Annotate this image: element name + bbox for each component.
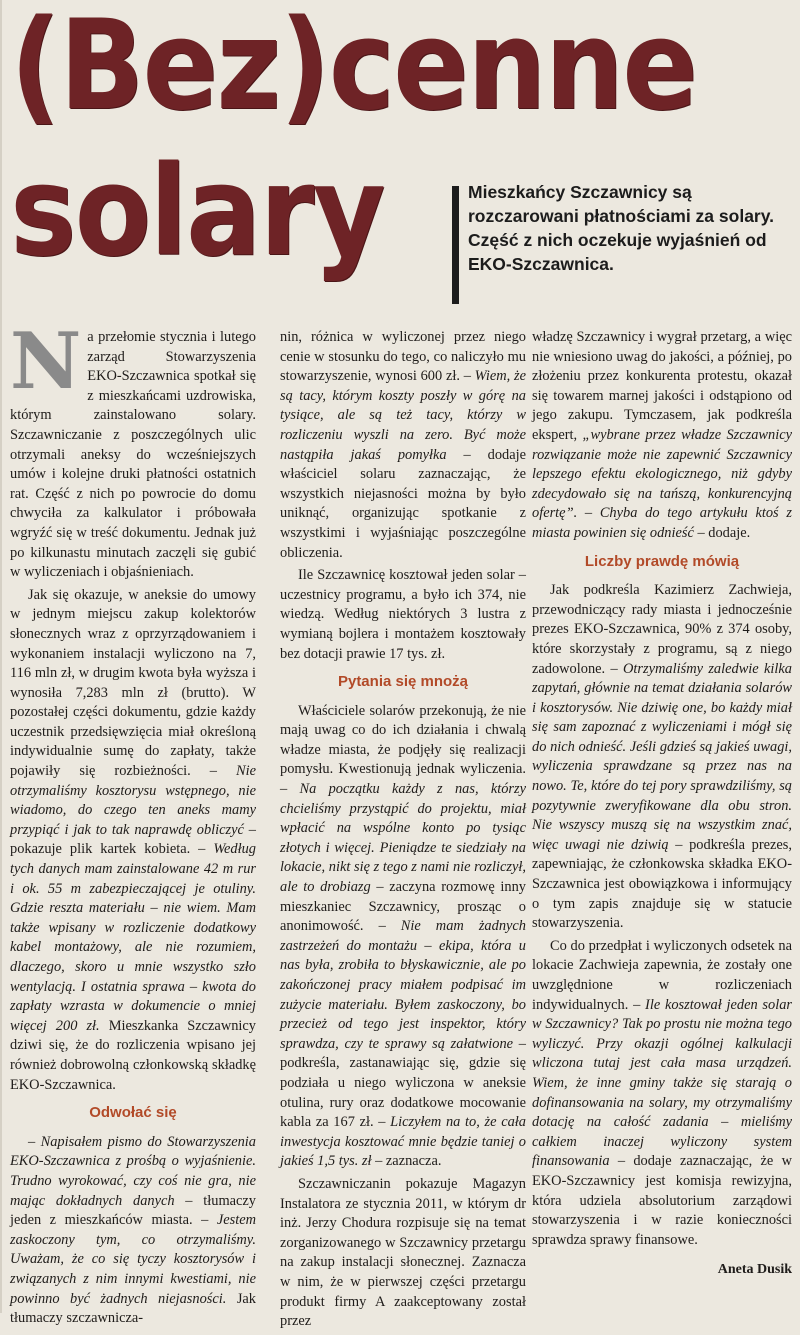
paragraph: Ile Szczawnicę kosztował jeden solar – uczestnicy programu, a było ich 374, nie wiedzą. Według niektórych 3 lustra z wymianą bojlera i montażem kosztowały bez dotacji prawie 17 tys. zł. — [280, 567, 526, 662]
paragraph-text: Co do przedpłat i wyliczonych odsetek na lokacie Zachwieja zapewnia, że zostały one uwzględnione w rozliczeniach indywidualnych. – — [532, 937, 792, 1013]
paragraph — [10, 1133, 256, 1329]
article-column-2 — [280, 328, 526, 1335]
quote-text: Ile kosztował jeden solar w Szczawnicy? Tak po prostu nie można tego wyliczyć. Przy okazji ogólnej kalkulacji wliczona tutaj jest cała masa urządzeń. Wiem, że inne gminy także się starają o dofinansowania na solary, my otrzymaliśmy dotację na całość zadania – mieliśmy całkiem inaczej wyliczony system finansowania — [532, 996, 792, 1170]
lead-paragraph: Mieszkańcy Szczawnicy są rozczarowani płatnościami za solary. Część z nich oczekuje wyjaśnień od EKO-Szczawnica. — [468, 182, 775, 274]
article-column-1 — [10, 316, 256, 1332]
paragraph-text: nin, różnica w wyliczonej przez niego cenie w stosunku do tego, co naliczyło mu stowarzyszenie, wynosi 600 zł. – — [280, 329, 526, 385]
paragraph-text: Właściciele solarów przekonują, że nie mają uwag co do ich działania i chwalą władze miasta, że podjęły się realizacji pomysłu. Kwestionują jednak wyliczenia. – — [280, 702, 526, 798]
drop-cap: N — [10, 316, 82, 407]
paragraph-text: Mieszkanka Szczawnicy dziwi się, że do rozliczenia wpisano jej również dobrowolną członkowską składkę EKO-Szczawnica. — [10, 1017, 256, 1093]
quote-text: Wiem, że są tacy, którym koszty poszły w górę na tysiące, ale są też tacy, którzy w rozliczeniu wyszli na zero. Być może nastąpiła jakaś pomyłka — [280, 368, 526, 463]
paragraph — [532, 581, 792, 934]
quote-text: Na początku każdy z nas, którzy chcieliśmy przystąpić do projektu, miał wpłacić na wspólne konto po tysiąc złotych i więcej. Pieniądze te siedziały na lokacie, nikt się z tego z nami nie rozliczył, ale to drobiazg — [280, 781, 526, 896]
headline-line-1: (Bez)cenne — [10, 0, 697, 138]
paragraph: Szczawniczanin pokazuje Magazyn Instalatora ze stycznia 2011, w którym dr inż. Jerzy Chodura rozpisuje się na temat zorganizowanego w Szczawnicy przetargu na zakup instalacji słonecznej. Zaznacza w nim, że w pierwszej części przetargu produkt firmy A zaakceptowany został przez — [280, 1175, 526, 1330]
paragraph-text: – dodaje. — [693, 524, 751, 541]
paragraph-text: władzę Szczawnicy i wygrał przetarg, a więc nie wniesiono uwag do jakości, a później, po złożeniu przez konkurenta protestu, okazał się towarem marnej jakości i odstąpiono od jego zakupu. Tymczasem, jak podkreśla ekspert, — [532, 329, 792, 443]
paragraph — [280, 702, 526, 1172]
paragraph-text: Jak podkreśla Kazimierz Zachwieja, przewodniczący rady miasta i jednocześnie prezes EKO-Szczawnica, 90% z 374 osoby, które skorzystały z programu, są z niego zadowolone. – — [532, 582, 792, 677]
paragraph — [10, 586, 256, 1095]
author-byline: Aneta Dusik — [717, 1262, 792, 1278]
paragraph-text: – tłumaczy jeden z mieszkańców miasta. – — [10, 1192, 256, 1229]
quote-text: Nie mam żadnych zastrzeżeń do montażu – ekipa, która u nas była, zrobiła to błyskawicznie, ale po zakończonej pracy miałem podpisać im zużycie materiału. Byłem zaskoczony, bo przecież od tego jest inspektor, który sprawdza, czy te sprawy są załatwione — [280, 918, 526, 1052]
paragraph — [532, 937, 792, 1251]
paragraph-text: – dodaje zaznaczając, że w EKO-Szczawnicy jest komisja rewizyjna, która udziela absolutorium zarządowi stowarzyszenia i w razie konieczności sprawdza sprawy finansowe. — [532, 1153, 792, 1248]
paragraph-text: – podkreśla prezes, zapewniając, że członkowska składka EKO-Szczawnica jest obowiązkowa i informujący o tym zapis znajduje się w statucie stowarzyszenia. — [532, 836, 792, 932]
quote-text: „wybrane przez władze Szczawnicy rozwiązanie może nie zapewnić Szczawnicy lepszego efektu ekologicznego, niż gdyby zdecydowało się na tańszą, konkurencyjną ofertę”. – Chyba do tego artykułu ktoś z miasta powinien się odnieść — [532, 426, 792, 541]
subheading: Liczby prawdę mówią — [584, 552, 740, 570]
subheading: Pytania się mnożą — [337, 673, 469, 691]
paragraph-text: – zaznacza. — [371, 1153, 442, 1170]
lead-accent-bar — [452, 186, 459, 304]
headline-line-2: solary — [10, 140, 384, 284]
quote-text: Nie otrzymaliśmy kosztorysu wstępnego, nie wiadomo, do czego ten aneks mamy przypiąć i jak to tak naprawdę obliczyć — [10, 763, 256, 838]
paragraph — [10, 316, 256, 583]
page-fold-shadow — [0, 0, 2, 1313]
subheading: Odwołać się — [89, 1104, 177, 1122]
paragraph-text: Jak tłumaczy szczawnicza- — [10, 1290, 256, 1327]
quote-text: Jestem zaskoczony tym, co otrzymaliśmy. Uważam, że co się tyczy kosztorysów i związanych z nim innymi kwestiami, nie powinno być żadnych niejasności. — [10, 1212, 256, 1307]
paragraph-text: Jak się okazuje, w aneksie do umowy w jednym miejscu zakup kolektorów słonecznych wraz z oprzyrządowaniem i wykonaniem instalacji wyliczono na 7, 116 mln zł, w drugim kwota była wyższa i wynosiła 7,283 mln zł (brutto). W pozostałej części dokumentu, gdzie każdy uczestnik przedsięwzięcia miał określoną indywidualnie sumę do zapłaty, także pojawiły się rozbieżności. – — [10, 586, 256, 780]
article-column-3 — [532, 328, 792, 1280]
paragraph-text: a przełomie stycznia i lutego zarząd Stowarzyszenia EKO-Szczawnica spotkał się z mieszkańcami uzdrowiska, którym zainstalowano solary. Szczawniczanie z poszczególnych ulic otrzymali aneksy do wcześniejszych umów i kolejne druki płatności ostatnich rat. Część z nich po powrocie do domu chwyciła za kalkulator i próbowała wgryźć się w treść dokumentu. Jednak już po kilkunastu minutach zaczęli się gubić w wyliczeniach i objaśnieniach. — [10, 329, 256, 581]
paragraph-text: – pokazuje plik kartek kobieta. – — [10, 821, 256, 858]
paragraph — [532, 328, 792, 544]
paragraph-text: – dodaje właściciel solaru zaznaczając, że wszystkich niejasności można by było uniknąć, organizując spotkanie z wszystkimi i wyjaśniając poszczególne obliczenia. — [280, 446, 526, 561]
paragraph-text: – zaczyna rozmowę inny mieszkaniec Szczawnicy, prosząc o anonimowość. – — [280, 879, 526, 935]
paragraph-text: – podkreśla, zastanawiając się, gdzie się podziała u niego wyliczona w aneksie otulina, rury oraz dodatkowe mocowanie kabla za 167 zł. – — [280, 1035, 526, 1131]
quote-text: – Napisałem pismo do Stowarzyszenia EKO-Szczawnica z prośbą o wyjaśnienie. Trudno wyrokować, czy coś nie gra, nie mając dokładnych danych — [10, 1133, 256, 1209]
quote-text: Według tych danych mam zainstalowane 42 m rur i ok. 55 m zabezpieczającej je otuliny. Gdzie reszta materiału – nie wiem. Mam także wpisany w rozliczenie dodatkowy kabel montażowy, ale nie rozumiem, dlaczego, skoro u mnie wszystko szło wentylacją. I ostatnia sprawa – kwota do zapłaty wzrasta w dokumencie o mniej więcej 200 zł. — [10, 841, 256, 1034]
quote-text: Otrzymaliśmy zaledwie kilka zapytań, głównie na temat działania solarów i kosztorysów. Nie dziwię one, bo każdy miał się sam zapoznać z wyliczeniami i mógł się do nich odnieść. Jeśli gdzieś są jakieś uwagi, wyliczenia sprawdzane są przez nas na nowo. Te, które do tej pory sprawdziliśmy, są pozytywnie zweryfikowane dla obu stron. Nie wszyscy muszą się na wszystkim znać, więc uwagi nie dziwią — [532, 660, 792, 853]
quote-text: Liczyłem na to, że cała inwestycja kosztować mnie będzie taniej o jakieś 1,5 tys. zł — [280, 1114, 526, 1170]
paragraph — [280, 328, 526, 563]
